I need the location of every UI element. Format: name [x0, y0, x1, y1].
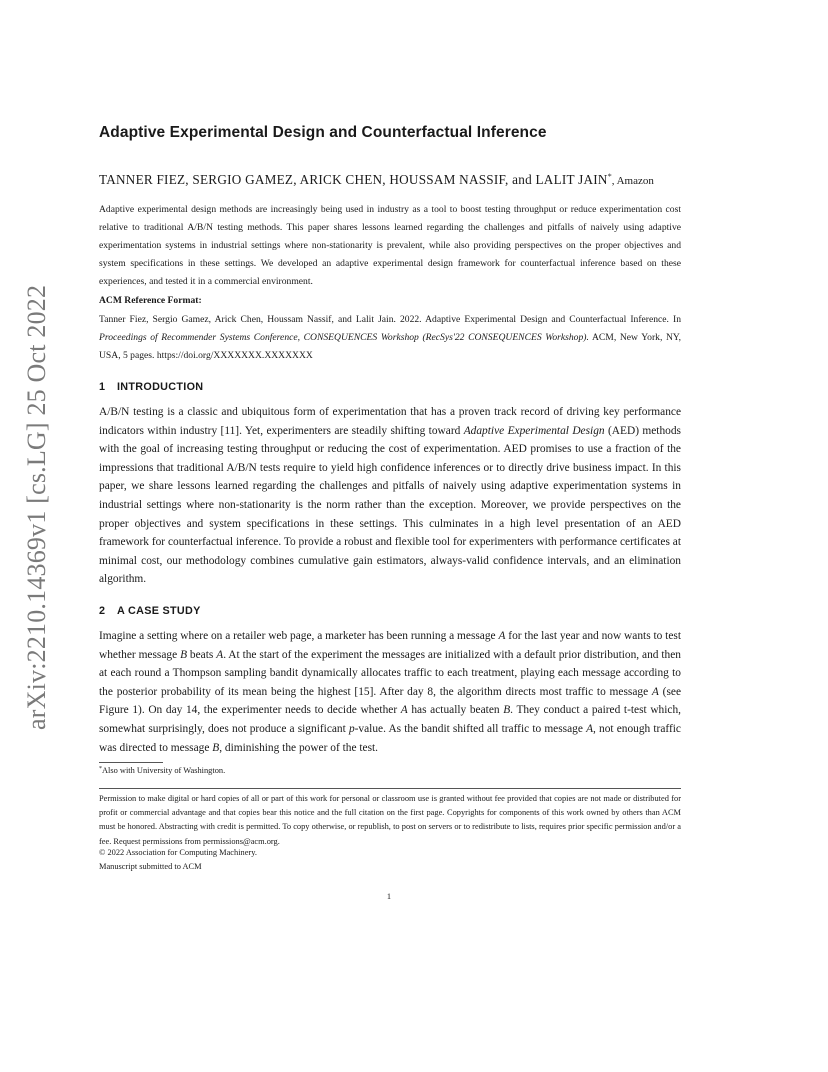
emphasized-term: Adaptive Experimental Design	[463, 424, 605, 437]
variable-a: A	[651, 685, 659, 698]
variable-a: A	[498, 630, 506, 642]
text-run: -value. As the bandit shifted all traffic to message	[354, 722, 587, 735]
acm-reference-citation: Tanner Fiez, Sergio Gamez, Arick Chen, Houssam Nassif, and Lalit Jain. 2022. Adaptive Experimental Design and Counterfactual Inference. In	[99, 314, 681, 325]
section-title: INTRODUCTION	[117, 381, 204, 393]
abstract: Adaptive experimental design methods are increasingly being used in industry as a tool to boost testing throughput or reduce experimentation cost relative to traditional A/B/N testing methods. This paper shares lessons learned regarding the challenges and pitfalls of naively using adaptive experimentation systems in industrial settings where non-stationarity is prevalent, while also providing perspectives on the proper objectives and system specifications in these settings. We developed an adaptive experimental design framework for counterfactual inference based on these experiences, and tested it in a commercial environment.	[99, 204, 681, 287]
acm-reference-heading: ACM Reference Format:	[99, 295, 202, 306]
text-run: A/B/N testing is a classic and ubiquitous form of experimentation that has a proven track record of driving key performance indicators within industry [11]. Yet, experimenters are steadily shifting toward	[99, 406, 681, 437]
footnote-marker: *	[99, 766, 102, 772]
section-number: 1	[99, 381, 106, 393]
section-heading-introduction	[99, 381, 203, 393]
author-line	[99, 172, 739, 188]
variable-b: B	[212, 741, 220, 754]
case-study-paragraph	[99, 627, 681, 757]
section-heading-case-study	[99, 605, 201, 617]
copyright-notice: © 2022 Association for Computing Machinery.	[99, 848, 257, 857]
footnote-text: Also with University of Washington.	[102, 766, 226, 775]
text-run: . They conduct a paired t-test which, somewhat surprisingly, does not produce a significant	[99, 704, 681, 735]
variable-b: B	[180, 648, 188, 661]
variable-b: B	[503, 704, 511, 717]
author-affiliation: , Amazon	[611, 175, 654, 187]
variable-p: p	[348, 722, 355, 735]
arxiv-stamp: arXiv:2210.14369v1 [cs.LG] 25 Oct 2022	[22, 284, 51, 730]
permission-notice: Permission to make digital or hard copies of all or part of this work for personal or classroom use is granted without fee provided that copies are not made or distributed for profit or commercial advantage and that copies bear this notice and the full citation on the first page. Copyrights for components of this work owned by others than ACM must be honored. Abstracting with credit is permitted. To copy otherwise, or republish, to post on servers or to redistribute to lists, requires prior specific permission and/or a fee. Request permissions from permissions@acm.org.	[99, 794, 681, 846]
variable-a: A	[216, 648, 224, 661]
permission-divider	[99, 788, 681, 789]
section-title: A CASE STUDY	[117, 605, 201, 617]
manuscript-note: Manuscript submitted to ACM	[99, 862, 202, 871]
text-run: . At the start of the experiment the messages are initialized with a default prior distribution, and then at each round a Thompson sampling bandit dynamically allocates traffic to each treatment, playing each message according to the posterior probability of its mean being the highest [15]. After day 8, the algorithm directs most traffic to message	[99, 648, 681, 698]
text-run: (AED) methods with the goal of increasing testing throughput or reducing the cost of experimentation. AED promises to use a fraction of the impressions that traditional A/B/N tests require to yield high confidence inferences or to directly drive business impact. In this paper, we share lessons learned regarding the challenges and pitfalls of naively using adaptive experimentation systems in industrial settings where non-stationarity is the norm rather than the exception. Moreover, we provide perspectives on the proper objectives and system specifications in these settings. This culminates in a high level presentation of an AED framework for counterfactual inference. To provide a robust and flexible tool for experimenters with performance certificates at minimal cost, our methodology combines cumulative gain estimators, always-valid confidence intervals, and an elimination algorithm.	[99, 424, 681, 586]
section-number: 2	[99, 605, 106, 617]
text-run: , diminishing the power of the test.	[219, 741, 379, 754]
text-run: has actually beaten	[407, 704, 504, 717]
text-run: beats	[187, 648, 217, 661]
acm-reference-venue: Proceedings of Recommender Systems Conference, CONSEQUENCES Workshop (RecSys'22 CONSEQUENCES Workshop).	[99, 332, 589, 343]
text-run: Imagine a setting where on a retailer web page, a marketer has been running a message	[99, 630, 499, 642]
variable-a: A	[400, 704, 408, 717]
introduction-paragraph	[99, 403, 681, 589]
variable-a: A	[586, 722, 594, 735]
footnote	[99, 766, 225, 775]
footnote-divider	[99, 762, 163, 763]
page-number: 1	[386, 892, 392, 901]
author-footnote-marker: *	[607, 172, 612, 181]
paper-title: Adaptive Experimental Design and Counterfactual Inference	[99, 124, 547, 141]
acm-reference-publisher: ACM, New York, NY, USA, 5 pages. https://doi.org/XXXXXXX.XXXXXXX	[99, 332, 681, 361]
acm-reference	[99, 311, 681, 365]
text-run: for the last year and now wants to test whether message	[99, 630, 682, 661]
text-run: (see Figure 1). On day 14, the experimenter needs to decide whether	[99, 685, 682, 717]
author-names: TANNER FIEZ, SERGIO GAMEZ, ARICK CHEN, HOUSSAM NASSIF, and LALIT JAIN	[99, 172, 608, 187]
text-run: , not enough traffic was directed to message	[99, 722, 681, 754]
